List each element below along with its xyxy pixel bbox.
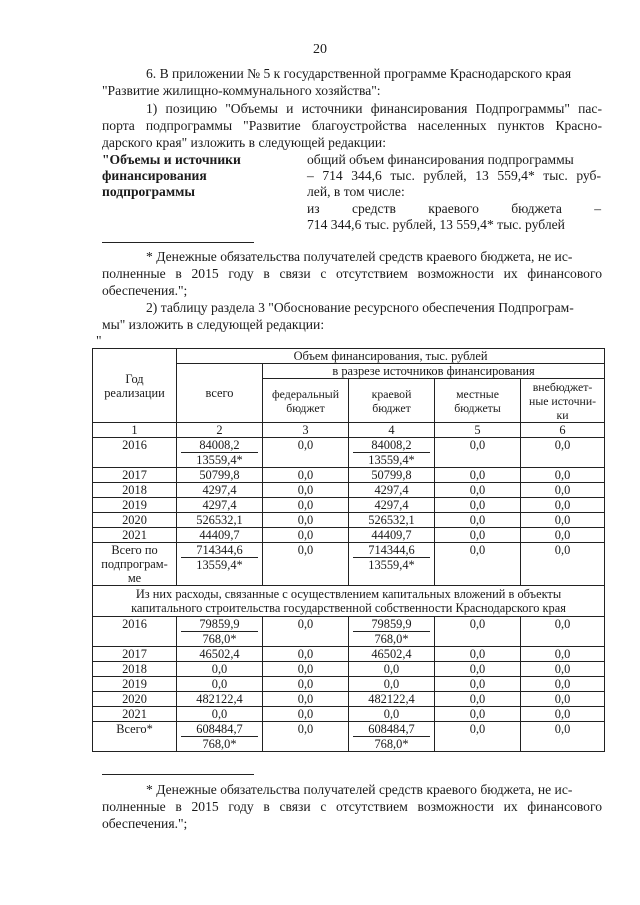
- passport-value-line2: – 714 344,6 тыс. рублей, 13 559,4* тыс. руб-: [307, 168, 601, 183]
- local-cell: 0,0: [435, 528, 521, 543]
- item6-line2: "Развитие жилищно-коммунального хозяйства":: [102, 83, 381, 98]
- total-value: 46502,4: [199, 647, 240, 661]
- federal-cell: 0,0: [263, 722, 349, 752]
- regional-value: 608484,7: [368, 722, 415, 736]
- table-row: [93, 722, 605, 752]
- regional-cell: [349, 617, 435, 647]
- total-value: 482122,4: [196, 692, 243, 706]
- regional-value: 0,0: [383, 707, 400, 721]
- regional-value: 13559,4*: [353, 557, 430, 572]
- table-row: [93, 513, 605, 528]
- federal-cell: 0,0: [263, 498, 349, 513]
- regional-value: 0,0: [383, 662, 400, 676]
- header-total: всего: [177, 364, 263, 423]
- regional-cell: [349, 662, 435, 677]
- quote-mark: ": [96, 333, 102, 348]
- offbudget-cell: 0,0: [521, 543, 605, 586]
- regional-value: 768,0*: [353, 736, 430, 751]
- table-row: [93, 617, 605, 647]
- regional-value: 714344,6: [368, 543, 415, 557]
- total-cell: [177, 543, 263, 586]
- year-cell: 2019: [93, 677, 177, 692]
- total-cell: [177, 677, 263, 692]
- total-value: 608484,7: [196, 722, 243, 736]
- local-cell: 0,0: [435, 692, 521, 707]
- footnote2-line3: обеспечения.";: [102, 816, 188, 831]
- regional-cell: [349, 483, 435, 498]
- col-num-1: 1: [93, 423, 177, 438]
- total-value: 44409,7: [199, 528, 240, 542]
- local-cell: 0,0: [435, 707, 521, 722]
- offbudget-cell: 0,0: [521, 468, 605, 483]
- total-value: 714344,6: [196, 543, 243, 557]
- footnote-rule-2: [102, 774, 254, 775]
- total-value: 84008,2: [199, 438, 240, 452]
- local-cell: 0,0: [435, 677, 521, 692]
- passport-label-line1: "Объемы и источники: [102, 152, 241, 167]
- local-cell: 0,0: [435, 438, 521, 468]
- offbudget-cell: 0,0: [521, 722, 605, 752]
- local-cell: 0,0: [435, 662, 521, 677]
- offbudget-cell: 0,0: [521, 692, 605, 707]
- total-value: 13559,4*: [181, 557, 258, 572]
- financing-table: [92, 348, 605, 752]
- passport-value-line4: из средств краевого бюджета –: [307, 201, 601, 216]
- year-cell: 2016: [93, 617, 177, 647]
- offbudget-cell: 0,0: [521, 483, 605, 498]
- sub1-line1: 1) позицию "Объемы и источники финансирования Подпрограммы" пас-: [146, 101, 602, 116]
- total-cell: [177, 513, 263, 528]
- regional-value: 84008,2: [371, 438, 412, 452]
- regional-cell: [349, 438, 435, 468]
- regional-value: 50799,8: [371, 468, 412, 482]
- column-number-row: [93, 423, 605, 438]
- local-cell: 0,0: [435, 513, 521, 528]
- total-value: 4297,4: [202, 498, 237, 512]
- regional-value: 46502,4: [371, 647, 412, 661]
- regional-value: 482122,4: [368, 692, 415, 706]
- year-cell: 2020: [93, 513, 177, 528]
- col-num-2: 2: [177, 423, 263, 438]
- year-cell: 2016: [93, 438, 177, 468]
- total-cell: [177, 692, 263, 707]
- header-regional: краевой бюджет: [349, 379, 435, 423]
- sub1-line2: порта подпрограммы "Развитие благоустройства населенных пунктов Красно-: [102, 118, 602, 133]
- regional-value: 4297,4: [374, 498, 409, 512]
- table-row: [93, 498, 605, 513]
- regional-cell: [349, 498, 435, 513]
- col-num-6: 6: [521, 423, 605, 438]
- total-cell: [177, 498, 263, 513]
- col-num-3: 3: [263, 423, 349, 438]
- offbudget-cell: 0,0: [521, 647, 605, 662]
- regional-cell: [349, 543, 435, 586]
- regional-cell: [349, 528, 435, 543]
- col-num-4: 4: [349, 423, 435, 438]
- federal-cell: 0,0: [263, 468, 349, 483]
- financing-table-body: [93, 349, 605, 752]
- header-year: Год реализации: [93, 349, 177, 423]
- footnote2-line2: полненные в 2015 году в связи с отсутствием возможности их финансового: [102, 799, 602, 814]
- offbudget-cell: 0,0: [521, 677, 605, 692]
- year-cell: Всего по подпрограм-ме: [93, 543, 177, 586]
- regional-value: 13559,4*: [353, 452, 430, 467]
- total-value: 0,0: [211, 707, 228, 721]
- table-row: [93, 677, 605, 692]
- local-cell: 0,0: [435, 543, 521, 586]
- footnote2-line1: * Денежные обязательства получателей средств краевого бюджета, не ис-: [146, 782, 573, 797]
- table-row: [93, 662, 605, 677]
- total-value: 0,0: [211, 677, 228, 691]
- passport-value-line1: общий объем финансирования подпрограммы: [307, 152, 574, 167]
- header-row-1: [93, 349, 605, 364]
- year-cell: 2020: [93, 692, 177, 707]
- regional-cell: [349, 468, 435, 483]
- local-cell: 0,0: [435, 722, 521, 752]
- total-cell: [177, 468, 263, 483]
- col-num-5: 5: [435, 423, 521, 438]
- regional-value: 44409,7: [371, 528, 412, 542]
- total-cell: [177, 707, 263, 722]
- table-row: [93, 438, 605, 468]
- header-volume: Объем финансирования, тыс. рублей: [177, 349, 605, 364]
- total-cell: [177, 528, 263, 543]
- year-cell: 2021: [93, 528, 177, 543]
- year-cell: 2019: [93, 498, 177, 513]
- table-row: [93, 468, 605, 483]
- item6-line1: 6. В приложении № 5 к государственной программе Краснодарского края: [146, 66, 572, 81]
- passport-label-line3: подпрограммы: [102, 184, 195, 199]
- section-title-row: [93, 586, 605, 617]
- federal-cell: 0,0: [263, 617, 349, 647]
- total-value: 50799,8: [199, 468, 240, 482]
- footnote1-line1: * Денежные обязательства получателей средств краевого бюджета, не ис-: [146, 249, 573, 264]
- total-cell: [177, 438, 263, 468]
- federal-cell: 0,0: [263, 647, 349, 662]
- footnote-rule-1: [102, 242, 254, 243]
- table-row: [93, 692, 605, 707]
- year-cell: 2018: [93, 662, 177, 677]
- header-offbudget: внебюджет-ные источни-ки: [521, 379, 605, 423]
- regional-cell: [349, 692, 435, 707]
- federal-cell: 0,0: [263, 483, 349, 498]
- regional-value: 768,0*: [353, 631, 430, 646]
- footnote1-line3: обеспечения.";: [102, 283, 188, 298]
- regional-cell: [349, 677, 435, 692]
- header-by-sources: в разрезе источников финансирования: [263, 364, 605, 379]
- offbudget-cell: 0,0: [521, 438, 605, 468]
- passport-value-line3: лей, в том числе:: [307, 184, 405, 199]
- footnote1-line2: полненные в 2015 году в связи с отсутствием возможности их финансового: [102, 266, 602, 281]
- total-cell: [177, 722, 263, 752]
- header-federal: федеральный бюджет: [263, 379, 349, 423]
- regional-value: 526532,1: [368, 513, 415, 527]
- total-value: 13559,4*: [181, 452, 258, 467]
- item2-line1: 2) таблицу раздела 3 "Обоснование ресурсного обеспечения Подпрограм-: [146, 300, 574, 315]
- local-cell: 0,0: [435, 483, 521, 498]
- federal-cell: 0,0: [263, 513, 349, 528]
- offbudget-cell: 0,0: [521, 513, 605, 528]
- local-cell: 0,0: [435, 617, 521, 647]
- page-number: 20: [313, 42, 327, 57]
- federal-cell: 0,0: [263, 528, 349, 543]
- year-cell: 2021: [93, 707, 177, 722]
- header-local: местные бюджеты: [435, 379, 521, 423]
- total-value: 768,0*: [181, 736, 258, 751]
- offbudget-cell: 0,0: [521, 617, 605, 647]
- table-row: [93, 707, 605, 722]
- regional-cell: [349, 513, 435, 528]
- federal-cell: 0,0: [263, 662, 349, 677]
- offbudget-cell: 0,0: [521, 498, 605, 513]
- federal-cell: 0,0: [263, 707, 349, 722]
- total-cell: [177, 617, 263, 647]
- table-row: [93, 528, 605, 543]
- passport-value-line5: 714 344,6 тыс. рублей, 13 559,4* тыс. рублей: [307, 217, 565, 232]
- year-cell: 2017: [93, 647, 177, 662]
- total-cell: [177, 647, 263, 662]
- regional-value: 4297,4: [374, 483, 409, 497]
- federal-cell: 0,0: [263, 543, 349, 586]
- section-title: Из них расходы, связанные с осуществлением капитальных вложений в объекты капитального строительства государственной собственности Краснодарского края: [93, 586, 605, 617]
- local-cell: 0,0: [435, 647, 521, 662]
- federal-cell: 0,0: [263, 438, 349, 468]
- total-value: 768,0*: [181, 631, 258, 646]
- federal-cell: 0,0: [263, 692, 349, 707]
- year-cell: 2018: [93, 483, 177, 498]
- table-row: [93, 543, 605, 586]
- year-cell: 2017: [93, 468, 177, 483]
- year-cell: Всего*: [93, 722, 177, 752]
- total-value: 526532,1: [196, 513, 243, 527]
- regional-cell: [349, 707, 435, 722]
- local-cell: 0,0: [435, 498, 521, 513]
- regional-cell: [349, 647, 435, 662]
- total-value: 79859,9: [199, 617, 240, 631]
- regional-value: 0,0: [383, 677, 400, 691]
- total-value: 0,0: [211, 662, 228, 676]
- offbudget-cell: 0,0: [521, 662, 605, 677]
- sub1-line3: дарского края" изложить в следующей редакции:: [102, 135, 386, 150]
- passport-label-line2: финансирования: [102, 168, 207, 183]
- table-row: [93, 647, 605, 662]
- federal-cell: 0,0: [263, 677, 349, 692]
- item2-line2: мы" изложить в следующей редакции:: [102, 317, 325, 332]
- regional-value: 79859,9: [371, 617, 412, 631]
- total-cell: [177, 483, 263, 498]
- regional-cell: [349, 722, 435, 752]
- table-row: [93, 483, 605, 498]
- local-cell: 0,0: [435, 468, 521, 483]
- offbudget-cell: 0,0: [521, 707, 605, 722]
- offbudget-cell: 0,0: [521, 528, 605, 543]
- total-cell: [177, 662, 263, 677]
- total-value: 4297,4: [202, 483, 237, 497]
